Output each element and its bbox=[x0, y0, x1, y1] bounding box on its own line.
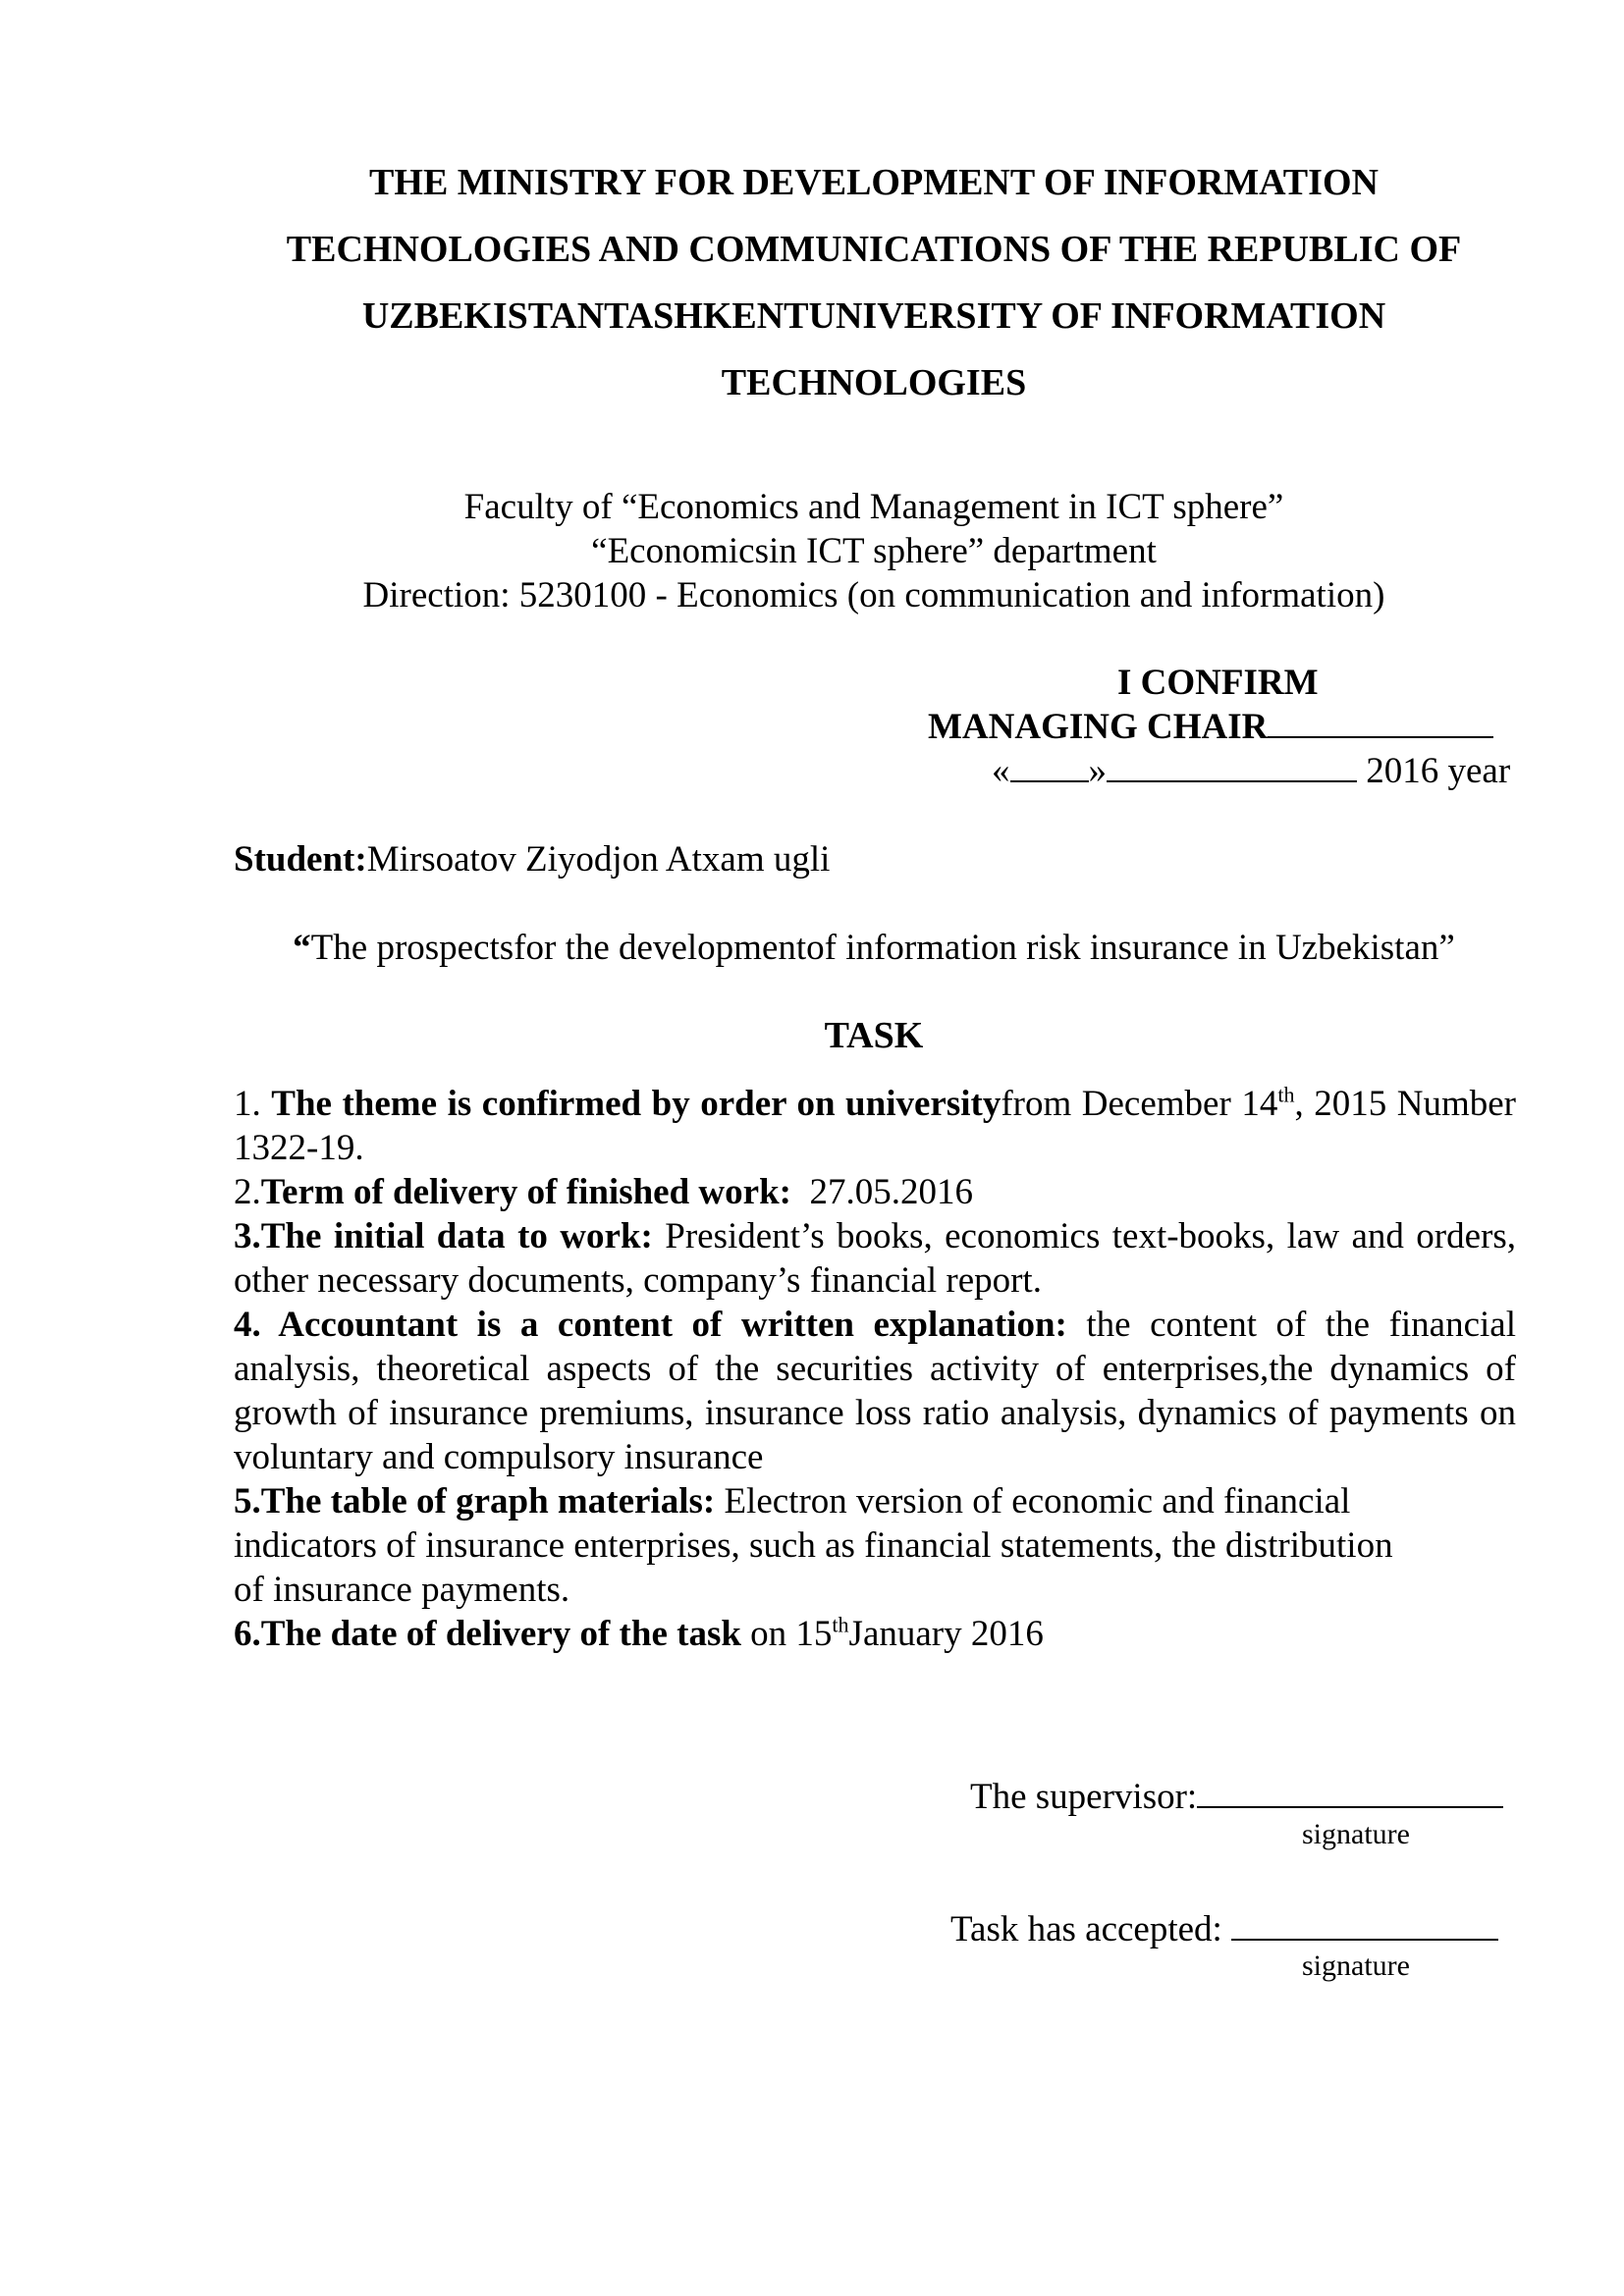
item-text: from December 14 bbox=[1001, 1084, 1278, 1124]
task-item-1 bbox=[234, 1082, 1516, 1170]
item-superscript: th bbox=[1277, 1082, 1295, 1107]
accepted-signature-blank bbox=[1231, 1907, 1498, 1941]
confirm-title: I CONFIRM bbox=[1117, 663, 1319, 703]
item-text: of insurance payments. bbox=[234, 1570, 570, 1610]
task-items bbox=[234, 1082, 1516, 1656]
faculty-line: Faculty of “Economics and Management in ICT sphere” bbox=[463, 487, 1284, 527]
header-line: TECHNOLOGIES bbox=[721, 362, 1027, 403]
supervisor-signature-caption: signature bbox=[1302, 1818, 1410, 1850]
thesis-theme bbox=[196, 926, 1551, 970]
item-text: , 2015 Number 1322-19. bbox=[234, 1084, 1516, 1168]
supervisor-label: The supervisor: bbox=[970, 1777, 1198, 1817]
task-title: TASK bbox=[824, 1015, 924, 1056]
managing-chair-line bbox=[928, 705, 1493, 749]
item-label: 4. Accountant is a content of written explanation: bbox=[234, 1305, 1067, 1345]
direction-line: Direction: 5230100 - Economics (on communication and information) bbox=[362, 575, 1385, 615]
item-label: 6.The date of delivery of the task bbox=[234, 1614, 741, 1654]
task-item-3 bbox=[234, 1214, 1516, 1303]
task-item-4 bbox=[234, 1303, 1516, 1479]
month-blank bbox=[1107, 749, 1357, 782]
department-line: “Economicsin ICT sphere” department bbox=[591, 531, 1157, 571]
item-label: 3.The initial data to work: bbox=[234, 1216, 653, 1256]
item-text: indicators of insurance enterprises, such as financial statements, the distribution bbox=[234, 1525, 1393, 1566]
item-text: on 15 bbox=[740, 1614, 833, 1654]
confirm-year: 2016 year bbox=[1357, 751, 1511, 791]
student-line bbox=[234, 837, 830, 881]
item-text: Electron version of economic and financial bbox=[715, 1481, 1351, 1522]
accepted-signature-line bbox=[950, 1907, 1498, 1951]
supervisor-signature-blank bbox=[1197, 1775, 1503, 1808]
item-number: 2. bbox=[234, 1172, 261, 1212]
item-text: 27.05.2016 bbox=[790, 1172, 973, 1212]
accepted-signature-caption: signature bbox=[1302, 1949, 1410, 1982]
theme-open-quote: “ bbox=[293, 928, 311, 968]
task-item-2 bbox=[234, 1170, 1516, 1214]
day-blank bbox=[1010, 749, 1089, 782]
faculty-block bbox=[196, 485, 1551, 617]
theme-text: The prospectsfor the developmentof information risk insurance in Uzbekistan” bbox=[310, 928, 1455, 968]
quote-close: » bbox=[1088, 751, 1107, 791]
task-item-6 bbox=[234, 1612, 1516, 1656]
item-text: President’s books, economics text-books, law and orders, other necessary documents, company’s financial report. bbox=[234, 1216, 1516, 1301]
ministry-header bbox=[196, 149, 1551, 416]
item-number: 1. bbox=[234, 1084, 272, 1124]
task-item-5 bbox=[234, 1479, 1516, 1612]
managing-chair-label: MANAGING CHAIR bbox=[928, 707, 1269, 747]
header-line: THE MINISTRY FOR DEVELOPMENT OF INFORMATION bbox=[369, 162, 1379, 203]
confirm-date-line bbox=[992, 749, 1510, 793]
item-superscript: th bbox=[832, 1612, 849, 1637]
student-name: Mirsoatov Ziyodjon Atxam ugli bbox=[366, 839, 831, 880]
chair-signature-blank bbox=[1268, 705, 1493, 738]
header-line: TECHNOLOGIES AND COMMUNICATIONS OF THE REPUBLIC OF bbox=[286, 229, 1462, 270]
item-label: Term of delivery of finished work: bbox=[260, 1172, 791, 1212]
item-text: the content of the financial analysis, theoretical aspects of the securities activity of enterprises,the dynamics of growth of insurance premiums, insurance loss ratio analysis, dynamics of payments on voluntary and compulsory insurance bbox=[234, 1305, 1516, 1477]
item-text: January 2016 bbox=[848, 1614, 1044, 1654]
header-line: UZBEKISTANTASHKENTUNIVERSITY OF INFORMATION bbox=[361, 295, 1386, 337]
accepted-label: Task has accepted: bbox=[950, 1909, 1232, 1949]
item-label: The theme is confirmed by order on university bbox=[271, 1084, 1001, 1124]
quote-open: « bbox=[992, 751, 1010, 791]
supervisor-signature-line bbox=[970, 1775, 1503, 1819]
student-label: Student: bbox=[234, 839, 367, 880]
item-label: 5.The table of graph materials: bbox=[234, 1481, 716, 1522]
